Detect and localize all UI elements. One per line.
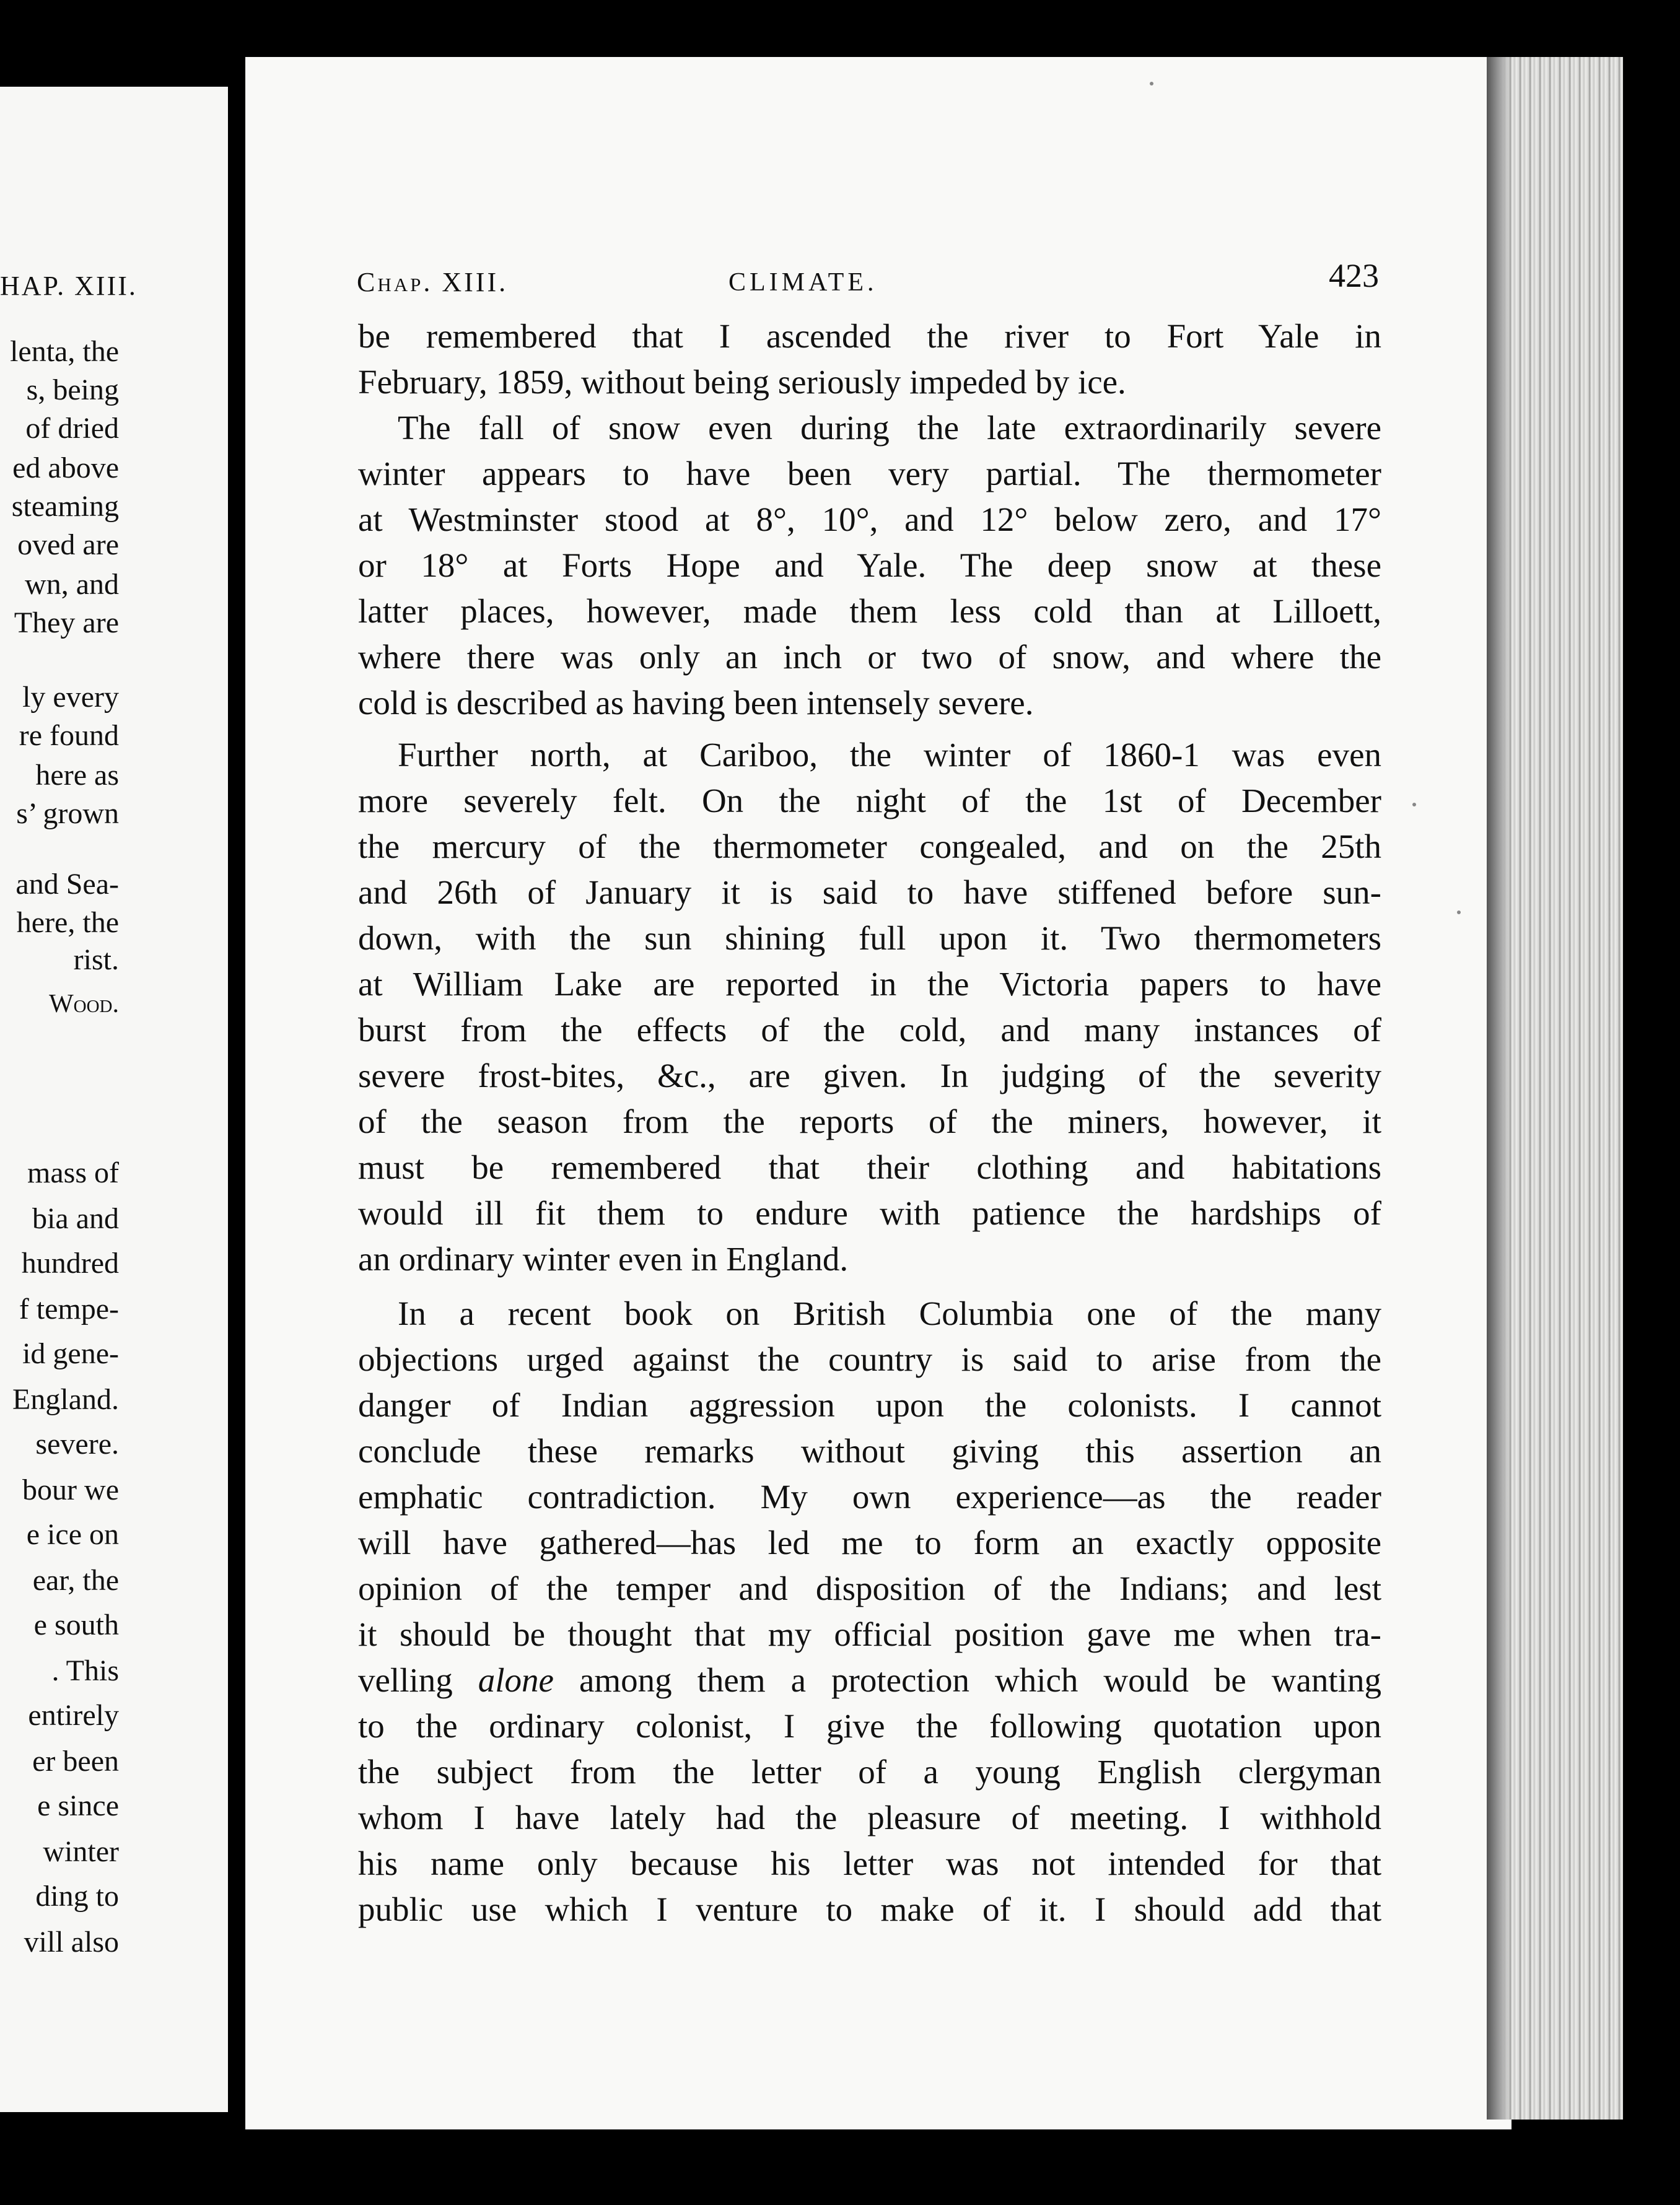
left-page-text-fragment: wn, and <box>25 568 119 601</box>
text-line: where there was only an inch or two of snow, and where the <box>358 638 1381 676</box>
text-line: objections urged against the country is said to arise from the <box>358 1340 1381 1378</box>
text-line: down, with the sun shining full upon it. Two thermometers <box>358 919 1381 957</box>
text-line: must be remembered that their clothing and habitations <box>358 1148 1381 1186</box>
text-line: his name only because his letter was not intended for that <box>358 1845 1381 1882</box>
left-page-text-fragment: of dried <box>25 412 119 445</box>
left-page-text-fragment: bour we <box>22 1474 119 1506</box>
text-line: and 26th of January it is said to have stiffened before sun- <box>358 873 1381 911</box>
text-line: the subject from the letter of a young English clergyman <box>358 1753 1381 1791</box>
text-line: an ordinary winter even in England. <box>358 1240 849 1278</box>
left-page-text-fragment: Wood. <box>49 990 119 1018</box>
left-page-text-fragment: e south <box>33 1609 119 1641</box>
text-line: be remembered that I ascended the river to Fort Yale in <box>358 317 1381 355</box>
text-line: In a recent book on British Columbia one of the many <box>398 1295 1381 1332</box>
emphasis-word: alone <box>478 1661 554 1699</box>
left-page-text-fragment: steaming <box>11 490 119 523</box>
left-page-text-fragment: er been <box>32 1745 119 1778</box>
left-page-text-fragment: vill also <box>24 1926 119 1958</box>
left-page-text-fragment: ly every <box>22 681 119 714</box>
text-line: February, 1859, without being seriously impeded by ice. <box>358 363 1126 401</box>
left-page-text-fragment: e since <box>37 1789 119 1822</box>
text-line: winter appears to have been very partial. The thermometer <box>358 455 1381 492</box>
text-line: to the ordinary colonist, I give the following quotation upon <box>358 1707 1381 1745</box>
text-line: velling alone among them a protection which would be wanting <box>358 1661 1381 1699</box>
text-line: public use which I venture to make of it. I should add that <box>358 1890 1381 1928</box>
text-line: at William Lake are reported in the Victoria papers to have <box>358 965 1381 1003</box>
left-page-text-fragment: severe. <box>35 1428 119 1461</box>
left-page-text-fragment: . This <box>51 1654 119 1687</box>
text-line: conclude these remarks without giving this assertion an <box>358 1432 1381 1470</box>
left-page-text-fragment: ed above <box>12 452 119 484</box>
left-page-text-fragment: winter <box>43 1835 119 1868</box>
left-page-text-fragment: s’ grown <box>16 797 119 830</box>
running-header <box>357 257 1379 307</box>
paper-speck <box>1150 82 1153 85</box>
text-line: whom I have lately had the pleasure of meeting. I withhold <box>358 1799 1381 1836</box>
text-line: more severely felt. On the night of the 1st of December <box>358 782 1381 819</box>
left-page <box>0 87 228 2112</box>
text-line: would ill fit them to endure with patience the hardships of <box>358 1194 1381 1232</box>
left-page-text-fragment: ding to <box>35 1880 119 1913</box>
text-line: severe frost-bites, &c., are given. In judging of the severity <box>358 1057 1381 1094</box>
paper-speck <box>1457 910 1461 914</box>
left-page-text-fragment: England. <box>12 1383 119 1416</box>
left-page-text-fragment: and Sea- <box>15 868 119 901</box>
left-page-text-fragment: entirely <box>28 1699 119 1732</box>
left-page-text-fragment: hundred <box>21 1247 119 1280</box>
book-edge-shadow <box>1487 57 1512 2120</box>
left-page-text-fragment: here, the <box>16 906 119 939</box>
text-line: burst from the effects of the cold, and many instances of <box>358 1011 1381 1049</box>
text-line: or 18° at Forts Hope and Yale. The deep snow at these <box>358 546 1381 584</box>
text-line: cold is described as having been intensely severe. <box>358 684 1034 722</box>
left-page-header: HAP. XIII. <box>0 271 138 301</box>
left-page-text-fragment: oved are <box>17 528 119 561</box>
text-line: opinion of the temper and disposition of the Indians; and lest <box>358 1570 1381 1607</box>
left-page-text-fragment: e ice on <box>26 1518 119 1551</box>
text-line: of the season from the reports of the miners, however, it <box>358 1102 1381 1140</box>
page-title: CLIMATE. <box>728 268 878 297</box>
body-text <box>358 313 1381 1932</box>
left-page-text-fragment: mass of <box>27 1156 119 1189</box>
text-line: danger of Indian aggression upon the colonists. I cannot <box>358 1386 1381 1424</box>
left-page-text-fragment: bia and <box>32 1202 119 1235</box>
text-line: it should be thought that my official position gave me when tra- <box>358 1615 1381 1653</box>
paper-speck <box>1412 803 1416 806</box>
text-line: emphatic contradiction. My own experience—as the reader <box>358 1478 1381 1516</box>
text-line: The fall of snow even during the late extraordinarily severe <box>398 409 1381 447</box>
left-page-text-fragment: f tempe- <box>19 1293 119 1325</box>
left-page-text-fragment: rist. <box>73 943 119 976</box>
text-line: the mercury of the thermometer congealed, and on the 25th <box>358 827 1381 865</box>
left-page-text-fragment: lenta, the <box>10 335 119 368</box>
text-line: Further north, at Cariboo, the winter of 1860-1 was even <box>398 736 1381 774</box>
left-page-text-fragment: They are <box>14 606 119 639</box>
left-page-text-fragment: s, being <box>26 373 119 406</box>
right-page <box>245 57 1512 2129</box>
text-line: at Westminster stood at 8°, 10°, and 12° below zero, and 17° <box>358 500 1381 538</box>
left-page-text-fragment: id gene- <box>22 1337 119 1370</box>
left-page-text-fragment: here as <box>35 759 119 792</box>
text-line: will have gathered—has led me to form an exactly opposite <box>358 1524 1381 1561</box>
left-page-text-fragment: ear, the <box>32 1564 119 1597</box>
left-page-text-fragment: re found <box>19 719 119 752</box>
page-number: 423 <box>1329 257 1379 294</box>
text-line: latter places, however, made them less cold than at Lilloett, <box>358 592 1381 630</box>
gutter <box>228 57 245 2150</box>
chapter-heading: Chap. XIII. <box>357 267 509 297</box>
